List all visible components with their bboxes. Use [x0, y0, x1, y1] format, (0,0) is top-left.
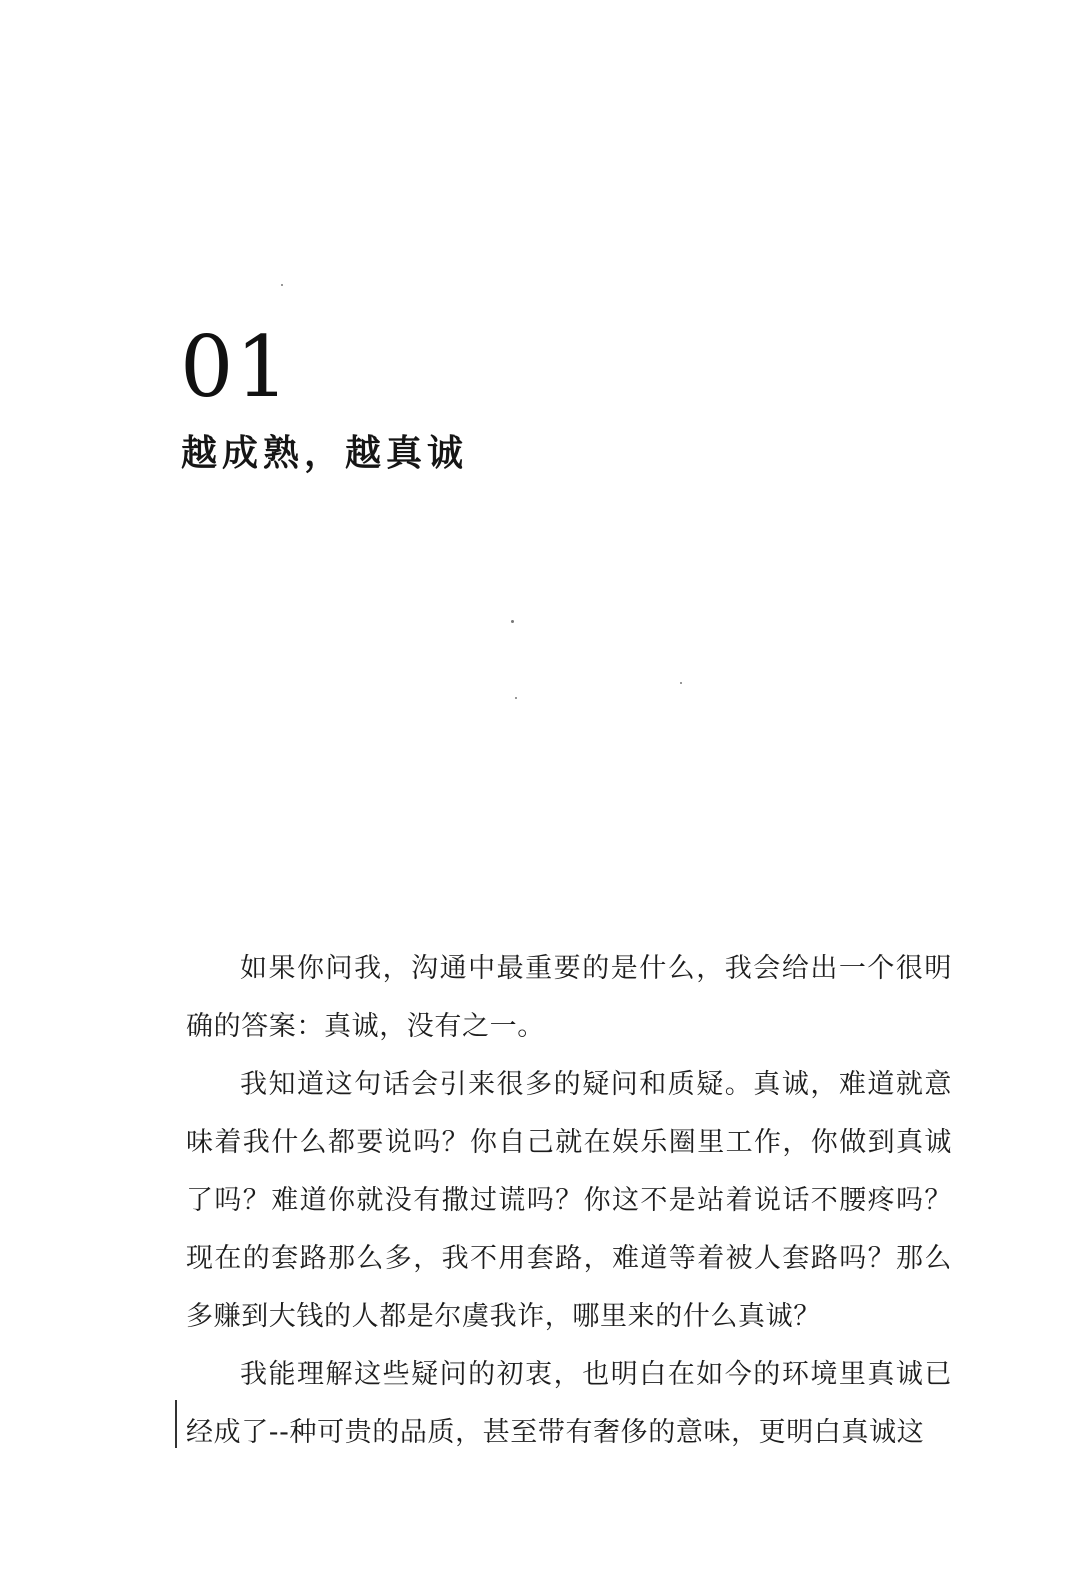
scan-speck [680, 682, 682, 684]
scan-speck [515, 697, 517, 699]
margin-mark [175, 1400, 177, 1448]
paragraph-2: 我知道这句话会引来很多的疑问和质疑。真诚，难道就意味着我什么都要说吗？你自己就在娱乐圈里工作，你做到真诚了吗？难道你就没有撒过谎吗？你这不是站着说话不腰疼吗？现在的套路那么多，我不用套路，难道等着被人套路吗？那么多赚到大钱的人都是尔虞我诈，哪里来的什么真诚？ [186, 1069, 952, 1332]
chapter-number: 01 [180, 318, 291, 416]
paragraph-1: 如果你问我，沟通中最重要的是什么，我会给出一个很明确的答案：真诚，没有之一。 [186, 953, 952, 1042]
scan-speck [511, 620, 514, 623]
scan-speck [281, 284, 283, 286]
chapter-title: 越成熟，越真诚 [181, 433, 469, 474]
body-text [186, 940, 952, 1462]
paragraph-3: 我能理解这些疑问的初衷，也明白在如今的环境里真诚已经成了--种可贵的品质，甚至带有奢侈的意味，更明白真诚这 [186, 1359, 952, 1448]
